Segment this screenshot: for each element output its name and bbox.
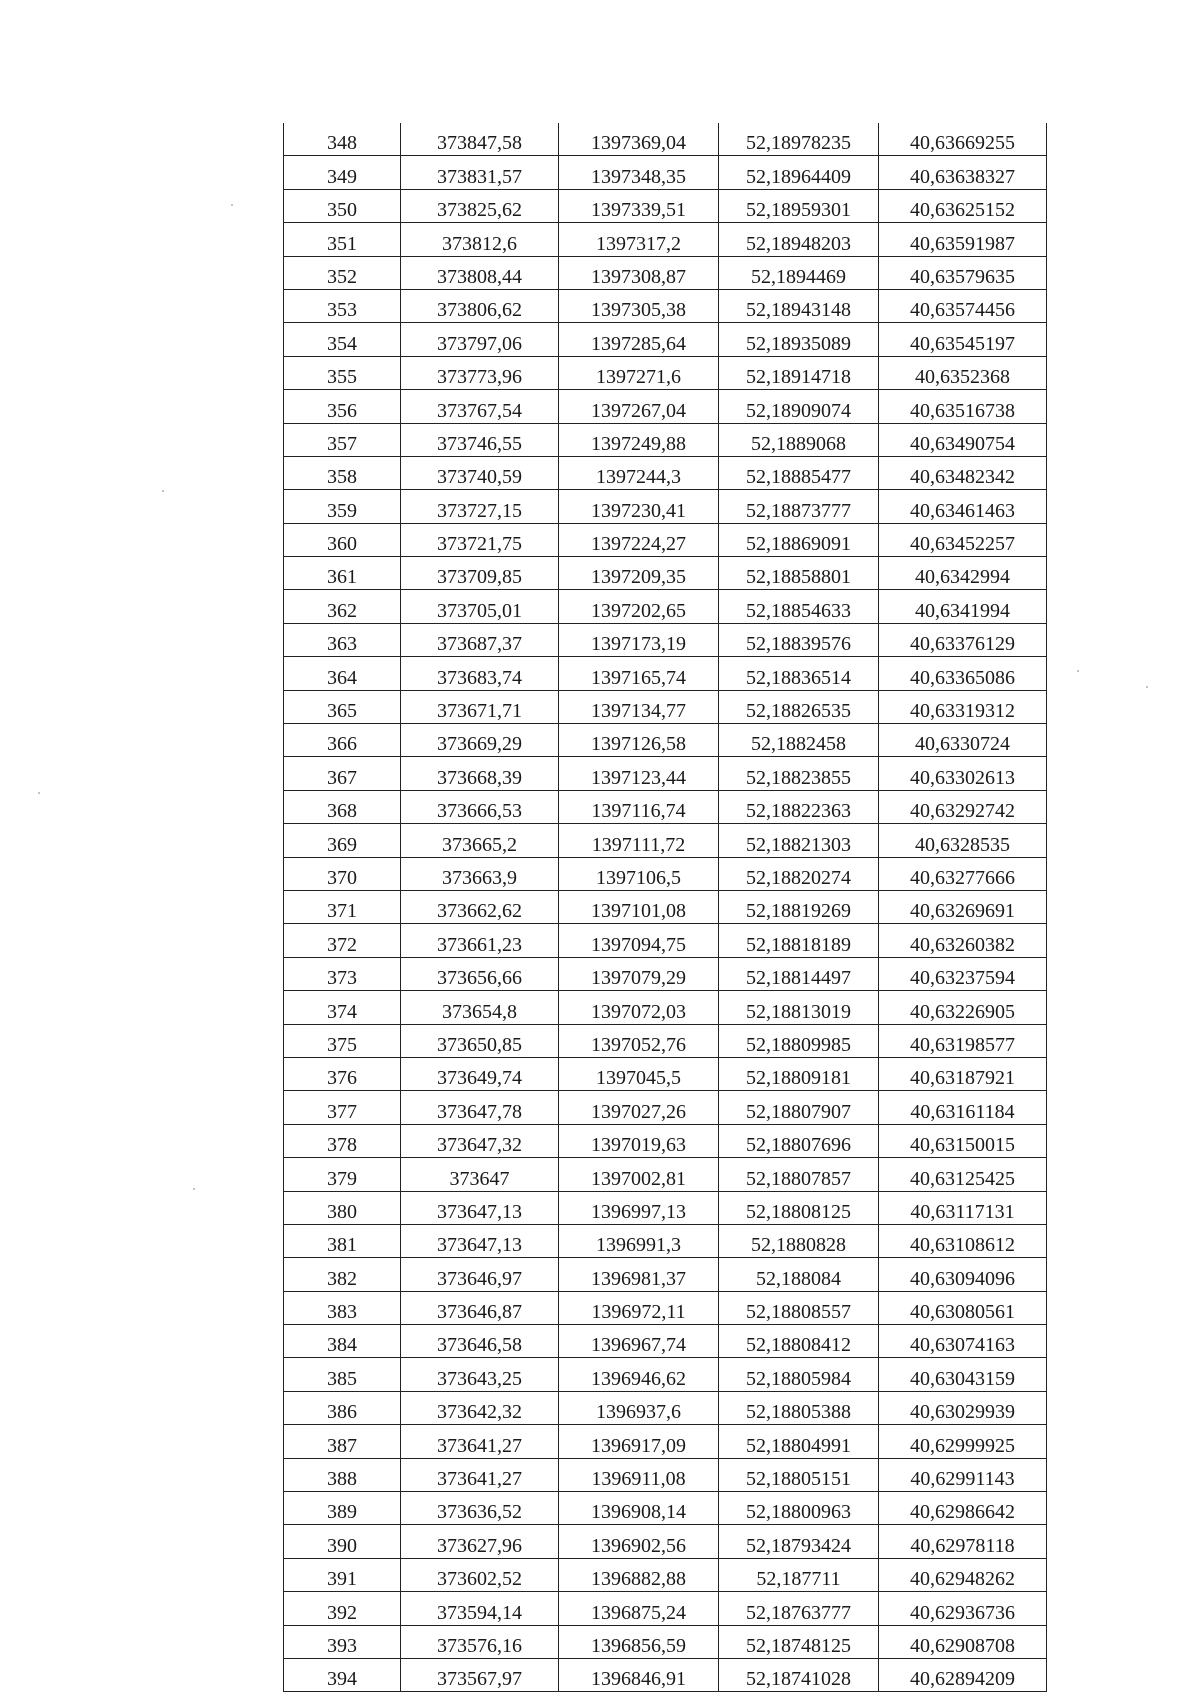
table-row (284, 456, 1047, 489)
longitude-cell: 40,63302613 (879, 757, 1047, 790)
x-coordinate-cell: 373656,66 (401, 957, 559, 990)
y-coordinate-cell: 1397123,44 (559, 757, 719, 790)
x-coordinate-cell: 373683,74 (401, 657, 559, 690)
longitude-cell: 40,63376129 (879, 623, 1047, 656)
latitude-cell: 52,1889068 (719, 423, 879, 456)
x-coordinate-cell: 373647,13 (401, 1191, 559, 1224)
point-number-cell: 377 (284, 1091, 401, 1124)
x-coordinate-cell: 373642,32 (401, 1391, 559, 1424)
latitude-cell: 52,1880828 (719, 1224, 879, 1257)
y-coordinate-cell: 1397111,72 (559, 824, 719, 857)
point-number-cell: 389 (284, 1492, 401, 1525)
point-number-cell: 385 (284, 1358, 401, 1391)
y-coordinate-cell: 1397116,74 (559, 790, 719, 823)
y-coordinate-cell: 1397052,76 (559, 1024, 719, 1057)
point-number-cell: 382 (284, 1258, 401, 1291)
point-number-cell: 351 (284, 223, 401, 256)
longitude-cell: 40,62999925 (879, 1425, 1047, 1458)
longitude-cell: 40,6328535 (879, 824, 1047, 857)
latitude-cell: 52,18805388 (719, 1391, 879, 1424)
longitude-cell: 40,63117131 (879, 1191, 1047, 1224)
x-coordinate-cell: 373567,97 (401, 1658, 559, 1691)
x-coordinate-cell: 373808,44 (401, 256, 559, 289)
point-number-cell: 366 (284, 724, 401, 757)
latitude-cell: 52,187711 (719, 1558, 879, 1591)
scan-speck (1146, 686, 1148, 688)
y-coordinate-cell: 1397317,2 (559, 223, 719, 256)
point-number-cell: 369 (284, 824, 401, 857)
scan-speck (1077, 670, 1079, 672)
longitude-cell: 40,63043159 (879, 1358, 1047, 1391)
scan-speck (231, 204, 233, 206)
table-row (284, 1592, 1047, 1625)
x-coordinate-cell: 373806,62 (401, 289, 559, 322)
latitude-cell: 52,1894469 (719, 256, 879, 289)
point-number-cell: 360 (284, 523, 401, 556)
point-number-cell: 373 (284, 957, 401, 990)
x-coordinate-cell: 373649,74 (401, 1057, 559, 1090)
latitude-cell: 52,18909074 (719, 390, 879, 423)
table-row (284, 1091, 1047, 1124)
latitude-cell: 52,188084 (719, 1258, 879, 1291)
y-coordinate-cell: 1396917,09 (559, 1425, 719, 1458)
longitude-cell: 40,63094096 (879, 1258, 1047, 1291)
y-coordinate-cell: 1397165,74 (559, 657, 719, 690)
point-number-cell: 387 (284, 1425, 401, 1458)
table-row (284, 156, 1047, 189)
latitude-cell: 52,18763777 (719, 1592, 879, 1625)
x-coordinate-cell: 373773,96 (401, 356, 559, 389)
x-coordinate-cell: 373643,25 (401, 1358, 559, 1391)
table-row (284, 1325, 1047, 1358)
latitude-cell: 52,18741028 (719, 1658, 879, 1691)
x-coordinate-cell: 373740,59 (401, 456, 559, 489)
y-coordinate-cell: 1397079,29 (559, 957, 719, 990)
x-coordinate-cell: 373594,14 (401, 1592, 559, 1625)
table-row (284, 857, 1047, 890)
table-row (284, 1458, 1047, 1491)
latitude-cell: 52,18807696 (719, 1124, 879, 1157)
x-coordinate-cell: 373647,13 (401, 1224, 559, 1257)
point-number-cell: 358 (284, 456, 401, 489)
point-number-cell: 380 (284, 1191, 401, 1224)
latitude-cell: 52,18800963 (719, 1492, 879, 1525)
x-coordinate-cell: 373602,52 (401, 1558, 559, 1591)
longitude-cell: 40,63490754 (879, 423, 1047, 456)
table-row (284, 557, 1047, 590)
point-number-cell: 376 (284, 1057, 401, 1090)
point-number-cell: 393 (284, 1625, 401, 1658)
latitude-cell: 52,18809181 (719, 1057, 879, 1090)
longitude-cell: 40,63319312 (879, 690, 1047, 723)
x-coordinate-cell: 373654,8 (401, 991, 559, 1024)
longitude-cell: 40,63277666 (879, 857, 1047, 890)
longitude-cell: 40,62908708 (879, 1625, 1047, 1658)
x-coordinate-cell: 373646,87 (401, 1291, 559, 1324)
x-coordinate-cell: 373669,29 (401, 724, 559, 757)
point-number-cell: 388 (284, 1458, 401, 1491)
table-row (284, 890, 1047, 923)
point-number-cell: 378 (284, 1124, 401, 1157)
longitude-cell: 40,63482342 (879, 456, 1047, 489)
latitude-cell: 52,1882458 (719, 724, 879, 757)
x-coordinate-cell: 373641,27 (401, 1458, 559, 1491)
point-number-cell: 349 (284, 156, 401, 189)
x-coordinate-cell: 373812,6 (401, 223, 559, 256)
table-row (284, 1191, 1047, 1224)
longitude-cell: 40,63452257 (879, 523, 1047, 556)
y-coordinate-cell: 1396882,88 (559, 1558, 719, 1591)
x-coordinate-cell: 373665,2 (401, 824, 559, 857)
latitude-cell: 52,18885477 (719, 456, 879, 489)
table-row (284, 1391, 1047, 1424)
longitude-cell: 40,63365086 (879, 657, 1047, 690)
longitude-cell: 40,62936736 (879, 1592, 1047, 1625)
point-number-cell: 381 (284, 1224, 401, 1257)
latitude-cell: 52,18808557 (719, 1291, 879, 1324)
x-coordinate-cell: 373641,27 (401, 1425, 559, 1458)
table-row (284, 1291, 1047, 1324)
y-coordinate-cell: 1397202,65 (559, 590, 719, 623)
y-coordinate-cell: 1397285,64 (559, 323, 719, 356)
table-row (284, 523, 1047, 556)
point-number-cell: 394 (284, 1658, 401, 1691)
latitude-cell: 52,18814497 (719, 957, 879, 990)
point-number-cell: 386 (284, 1391, 401, 1424)
latitude-cell: 52,18948203 (719, 223, 879, 256)
y-coordinate-cell: 1396991,3 (559, 1224, 719, 1257)
point-number-cell: 374 (284, 991, 401, 1024)
longitude-cell: 40,63574456 (879, 289, 1047, 322)
longitude-cell: 40,63625152 (879, 189, 1047, 222)
point-number-cell: 350 (284, 189, 401, 222)
longitude-cell: 40,63198577 (879, 1024, 1047, 1057)
table-row (284, 1158, 1047, 1191)
latitude-cell: 52,18805151 (719, 1458, 879, 1491)
point-number-cell: 392 (284, 1592, 401, 1625)
point-number-cell: 390 (284, 1525, 401, 1558)
longitude-cell: 40,63638327 (879, 156, 1047, 189)
point-number-cell: 384 (284, 1325, 401, 1358)
x-coordinate-cell: 373721,75 (401, 523, 559, 556)
table-row (284, 1258, 1047, 1291)
longitude-cell: 40,63461463 (879, 490, 1047, 523)
longitude-cell: 40,63237594 (879, 957, 1047, 990)
y-coordinate-cell: 1396972,11 (559, 1291, 719, 1324)
y-coordinate-cell: 1397134,77 (559, 690, 719, 723)
latitude-cell: 52,18807907 (719, 1091, 879, 1124)
y-coordinate-cell: 1397271,6 (559, 356, 719, 389)
latitude-cell: 52,18823855 (719, 757, 879, 790)
point-number-cell: 370 (284, 857, 401, 890)
longitude-cell: 40,63669255 (879, 123, 1047, 156)
point-number-cell: 357 (284, 423, 401, 456)
table-row (284, 1525, 1047, 1558)
latitude-cell: 52,18804991 (719, 1425, 879, 1458)
longitude-cell: 40,62986642 (879, 1492, 1047, 1525)
y-coordinate-cell: 1397369,04 (559, 123, 719, 156)
y-coordinate-cell: 1396946,62 (559, 1358, 719, 1391)
table-row (284, 957, 1047, 990)
y-coordinate-cell: 1397002,81 (559, 1158, 719, 1191)
y-coordinate-cell: 1396997,13 (559, 1191, 719, 1224)
longitude-cell: 40,63161184 (879, 1091, 1047, 1124)
table-row (284, 1024, 1047, 1057)
x-coordinate-cell: 373650,85 (401, 1024, 559, 1057)
table-row (284, 390, 1047, 423)
x-coordinate-cell: 373646,58 (401, 1325, 559, 1358)
table-row (284, 1124, 1047, 1157)
y-coordinate-cell: 1397209,35 (559, 557, 719, 590)
longitude-cell: 40,63080561 (879, 1291, 1047, 1324)
table-row (284, 824, 1047, 857)
scan-speck (193, 1188, 195, 1190)
point-number-cell: 372 (284, 924, 401, 957)
latitude-cell: 52,18818189 (719, 924, 879, 957)
y-coordinate-cell: 1397348,35 (559, 156, 719, 189)
latitude-cell: 52,18869091 (719, 523, 879, 556)
point-number-cell: 379 (284, 1158, 401, 1191)
latitude-cell: 52,18914718 (719, 356, 879, 389)
point-number-cell: 361 (284, 557, 401, 590)
x-coordinate-cell: 373767,54 (401, 390, 559, 423)
latitude-cell: 52,18858801 (719, 557, 879, 590)
longitude-cell: 40,6342994 (879, 557, 1047, 590)
x-coordinate-cell: 373847,58 (401, 123, 559, 156)
table-row (284, 256, 1047, 289)
point-number-cell: 368 (284, 790, 401, 823)
table-row (284, 1558, 1047, 1591)
longitude-cell: 40,63074163 (879, 1325, 1047, 1358)
point-number-cell: 352 (284, 256, 401, 289)
table-row (284, 1492, 1047, 1525)
x-coordinate-cell: 373797,06 (401, 323, 559, 356)
y-coordinate-cell: 1397249,88 (559, 423, 719, 456)
longitude-cell: 40,63187921 (879, 1057, 1047, 1090)
latitude-cell: 52,18839576 (719, 623, 879, 656)
y-coordinate-cell: 1397101,08 (559, 890, 719, 923)
point-number-cell: 353 (284, 289, 401, 322)
y-coordinate-cell: 1397224,27 (559, 523, 719, 556)
latitude-cell: 52,18808125 (719, 1191, 879, 1224)
table-row (284, 657, 1047, 690)
longitude-cell: 40,6352368 (879, 356, 1047, 389)
table-row (284, 223, 1047, 256)
y-coordinate-cell: 1397106,5 (559, 857, 719, 890)
latitude-cell: 52,18808412 (719, 1325, 879, 1358)
x-coordinate-cell: 373661,23 (401, 924, 559, 957)
longitude-cell: 40,63292742 (879, 790, 1047, 823)
table-row (284, 490, 1047, 523)
y-coordinate-cell: 1396902,56 (559, 1525, 719, 1558)
point-number-cell: 391 (284, 1558, 401, 1591)
point-number-cell: 359 (284, 490, 401, 523)
table-row (284, 924, 1047, 957)
x-coordinate-cell: 373647 (401, 1158, 559, 1191)
x-coordinate-cell: 373705,01 (401, 590, 559, 623)
latitude-cell: 52,18935089 (719, 323, 879, 356)
y-coordinate-cell: 1397244,3 (559, 456, 719, 489)
table-row (284, 289, 1047, 322)
y-coordinate-cell: 1396875,24 (559, 1592, 719, 1625)
x-coordinate-cell: 373831,57 (401, 156, 559, 189)
x-coordinate-cell: 373746,55 (401, 423, 559, 456)
latitude-cell: 52,18826535 (719, 690, 879, 723)
longitude-cell: 40,63125425 (879, 1158, 1047, 1191)
table-row (284, 1658, 1047, 1691)
latitude-cell: 52,18809985 (719, 1024, 879, 1057)
y-coordinate-cell: 1396981,37 (559, 1258, 719, 1291)
table-row (284, 590, 1047, 623)
point-number-cell: 383 (284, 1291, 401, 1324)
y-coordinate-cell: 1397308,87 (559, 256, 719, 289)
longitude-cell: 40,6330724 (879, 724, 1047, 757)
table-row (284, 423, 1047, 456)
point-number-cell: 362 (284, 590, 401, 623)
y-coordinate-cell: 1397126,58 (559, 724, 719, 757)
table-row (284, 623, 1047, 656)
y-coordinate-cell: 1397267,04 (559, 390, 719, 423)
y-coordinate-cell: 1396846,91 (559, 1658, 719, 1691)
latitude-cell: 52,18819269 (719, 890, 879, 923)
latitude-cell: 52,18805984 (719, 1358, 879, 1391)
table-row (284, 690, 1047, 723)
point-number-cell: 348 (284, 123, 401, 156)
longitude-cell: 40,63516738 (879, 390, 1047, 423)
latitude-cell: 52,18807857 (719, 1158, 879, 1191)
x-coordinate-cell: 373662,62 (401, 890, 559, 923)
x-coordinate-cell: 373825,62 (401, 189, 559, 222)
latitude-cell: 52,18873777 (719, 490, 879, 523)
latitude-cell: 52,18748125 (719, 1625, 879, 1658)
y-coordinate-cell: 1397173,19 (559, 623, 719, 656)
latitude-cell: 52,18822363 (719, 790, 879, 823)
x-coordinate-cell: 373671,71 (401, 690, 559, 723)
x-coordinate-cell: 373709,85 (401, 557, 559, 590)
table-row (284, 1425, 1047, 1458)
y-coordinate-cell: 1397339,51 (559, 189, 719, 222)
longitude-cell: 40,63269691 (879, 890, 1047, 923)
y-coordinate-cell: 1397072,03 (559, 991, 719, 1024)
latitude-cell: 52,18854633 (719, 590, 879, 623)
point-number-cell: 375 (284, 1024, 401, 1057)
longitude-cell: 40,63591987 (879, 223, 1047, 256)
x-coordinate-cell: 373727,15 (401, 490, 559, 523)
latitude-cell: 52,18978235 (719, 123, 879, 156)
latitude-cell: 52,18821303 (719, 824, 879, 857)
point-number-cell: 363 (284, 623, 401, 656)
point-number-cell: 371 (284, 890, 401, 923)
latitude-cell: 52,18943148 (719, 289, 879, 322)
latitude-cell: 52,18964409 (719, 156, 879, 189)
scan-speck (38, 792, 40, 794)
point-number-cell: 354 (284, 323, 401, 356)
x-coordinate-cell: 373647,78 (401, 1091, 559, 1124)
latitude-cell: 52,18959301 (719, 189, 879, 222)
longitude-cell: 40,63150015 (879, 1124, 1047, 1157)
y-coordinate-cell: 1396937,6 (559, 1391, 719, 1424)
coordinates-table-body (284, 123, 1047, 1692)
table-row (284, 356, 1047, 389)
longitude-cell: 40,62991143 (879, 1458, 1047, 1491)
y-coordinate-cell: 1397230,41 (559, 490, 719, 523)
longitude-cell: 40,6341994 (879, 590, 1047, 623)
x-coordinate-cell: 373646,97 (401, 1258, 559, 1291)
table-row (284, 724, 1047, 757)
point-number-cell: 365 (284, 690, 401, 723)
x-coordinate-cell: 373663,9 (401, 857, 559, 890)
latitude-cell: 52,18793424 (719, 1525, 879, 1558)
table-row (284, 189, 1047, 222)
scan-speck (162, 490, 164, 492)
latitude-cell: 52,18813019 (719, 991, 879, 1024)
table-row (284, 323, 1047, 356)
y-coordinate-cell: 1397045,5 (559, 1057, 719, 1090)
longitude-cell: 40,63029939 (879, 1391, 1047, 1424)
table-row (284, 757, 1047, 790)
table-row (284, 991, 1047, 1024)
y-coordinate-cell: 1397305,38 (559, 289, 719, 322)
point-number-cell: 367 (284, 757, 401, 790)
point-number-cell: 356 (284, 390, 401, 423)
table-row (284, 790, 1047, 823)
table-row (284, 1358, 1047, 1391)
table-row (284, 1625, 1047, 1658)
y-coordinate-cell: 1396967,74 (559, 1325, 719, 1358)
y-coordinate-cell: 1397094,75 (559, 924, 719, 957)
x-coordinate-cell: 373627,96 (401, 1525, 559, 1558)
y-coordinate-cell: 1396911,08 (559, 1458, 719, 1491)
table-row (284, 1057, 1047, 1090)
y-coordinate-cell: 1396908,14 (559, 1492, 719, 1525)
y-coordinate-cell: 1396856,59 (559, 1625, 719, 1658)
table-row (284, 1224, 1047, 1257)
longitude-cell: 40,62894209 (879, 1658, 1047, 1691)
longitude-cell: 40,63108612 (879, 1224, 1047, 1257)
x-coordinate-cell: 373666,53 (401, 790, 559, 823)
point-number-cell: 364 (284, 657, 401, 690)
latitude-cell: 52,18836514 (719, 657, 879, 690)
x-coordinate-cell: 373668,39 (401, 757, 559, 790)
x-coordinate-cell: 373576,16 (401, 1625, 559, 1658)
longitude-cell: 40,62978118 (879, 1525, 1047, 1558)
coordinates-table (283, 123, 1047, 1692)
longitude-cell: 40,63579635 (879, 256, 1047, 289)
x-coordinate-cell: 373647,32 (401, 1124, 559, 1157)
x-coordinate-cell: 373636,52 (401, 1492, 559, 1525)
y-coordinate-cell: 1397027,26 (559, 1091, 719, 1124)
latitude-cell: 52,18820274 (719, 857, 879, 890)
longitude-cell: 40,63545197 (879, 323, 1047, 356)
y-coordinate-cell: 1397019,63 (559, 1124, 719, 1157)
longitude-cell: 40,63226905 (879, 991, 1047, 1024)
point-number-cell: 355 (284, 356, 401, 389)
longitude-cell: 40,62948262 (879, 1558, 1047, 1591)
table-row (284, 123, 1047, 156)
longitude-cell: 40,63260382 (879, 924, 1047, 957)
x-coordinate-cell: 373687,37 (401, 623, 559, 656)
